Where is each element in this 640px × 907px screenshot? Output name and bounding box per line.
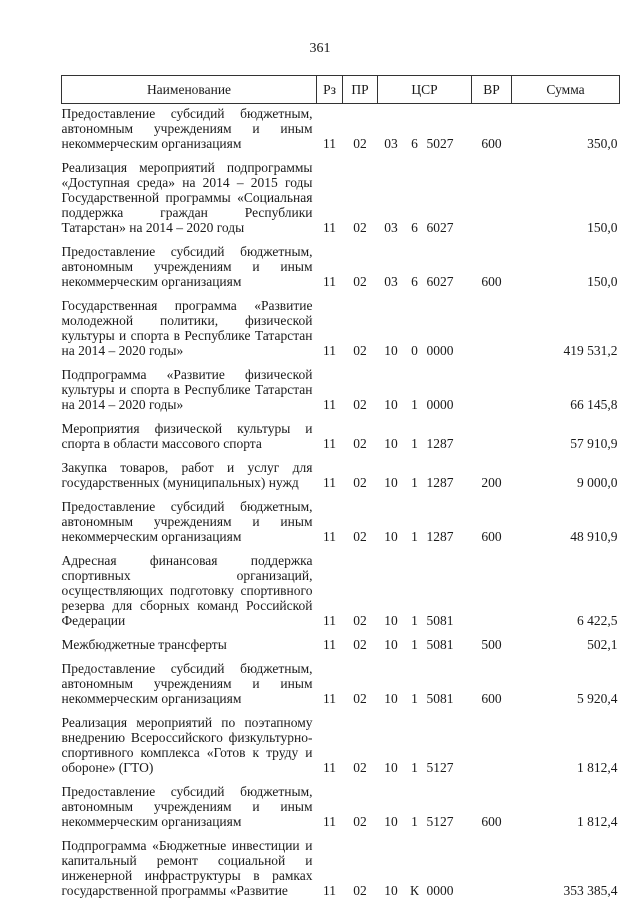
row-rz: 11 — [323, 220, 336, 235]
header-rz: Рз — [317, 76, 343, 104]
row-sum: 48 910,9 — [570, 529, 618, 544]
row-pr: 02 — [353, 883, 367, 898]
table-row — [62, 553, 620, 637]
row-vr — [472, 715, 512, 784]
table-header-row — [62, 76, 620, 104]
row-vr — [472, 838, 512, 907]
page-number: 361 — [309, 41, 331, 56]
row-csr-part2: 1 — [411, 475, 418, 490]
header-csr: ЦСР — [378, 76, 472, 104]
row-sum: 150,0 — [587, 274, 618, 289]
row-rz: 11 — [323, 436, 336, 451]
row-csr-part1: 03 — [384, 136, 398, 151]
row-pr: 02 — [353, 274, 367, 289]
table-row — [62, 160, 620, 244]
row-vr — [472, 298, 512, 367]
row-vr: 500 — [481, 637, 502, 652]
row-csr-part1: 10 — [384, 343, 398, 358]
row-csr-part2: К — [409, 883, 419, 898]
row-sum: 5 920,4 — [577, 691, 618, 706]
row-csr-part1: 10 — [384, 613, 398, 628]
row-rz: 11 — [323, 760, 336, 775]
row-pr: 02 — [353, 436, 367, 451]
row-csr-part3: 5127 — [426, 814, 454, 829]
row-name: Закупка товаров, работ и услуг для государственных (муниципальных) нужд — [61, 460, 313, 490]
row-rz: 11 — [323, 136, 336, 151]
row-sum: 419 531,2 — [563, 343, 618, 358]
row-rz: 11 — [323, 475, 336, 490]
row-pr: 02 — [353, 220, 367, 235]
row-csr-part1: 10 — [384, 814, 398, 829]
row-csr-part2: 1 — [411, 436, 418, 451]
row-csr-part2: 1 — [411, 397, 418, 412]
row-sum: 57 910,9 — [570, 436, 618, 451]
row-csr-part3: 5081 — [426, 691, 454, 706]
row-name: Предоставление субсидий бюджетным, автономным учреждениям и иным некоммерческим организациям — [61, 244, 313, 289]
row-rz: 11 — [323, 814, 336, 829]
row-csr-part2: 1 — [411, 691, 418, 706]
row-csr-part1: 10 — [384, 529, 398, 544]
row-name: Государственная программа «Развитие молодежной политики, физической культуры и спорта в Республике Татарстан на 2014 – 2020 годы» — [61, 298, 313, 358]
row-csr-part1: 03 — [384, 220, 398, 235]
row-rz: 11 — [323, 529, 336, 544]
table-row — [62, 298, 620, 367]
row-name: Подпрограмма «Развитие физической культуры и спорта в Республике Татарстан на 2014 – 2020 годы» — [61, 367, 313, 412]
row-csr-part3: 5027 — [426, 136, 454, 151]
budget-table — [61, 75, 620, 907]
row-vr — [472, 160, 512, 244]
table-row — [62, 499, 620, 553]
row-csr-part2: 6 — [411, 274, 418, 289]
row-rz: 11 — [323, 883, 336, 898]
row-sum: 66 145,8 — [570, 397, 618, 412]
row-csr-part1: 10 — [384, 637, 398, 652]
row-name: Предоставление субсидий бюджетным, автономным учреждениям и иным некоммерческим организациям — [61, 784, 313, 829]
row-sum: 150,0 — [587, 220, 618, 235]
row-csr-part3: 0000 — [426, 883, 454, 898]
header-name: Наименование — [62, 76, 317, 104]
header-pr: ПР — [343, 76, 378, 104]
row-csr-part1: 10 — [384, 760, 398, 775]
row-name: Межбюджетные трансферты — [61, 637, 227, 652]
row-rz: 11 — [323, 613, 336, 628]
row-pr: 02 — [353, 136, 367, 151]
row-csr-part1: 10 — [384, 883, 398, 898]
table-row — [62, 104, 620, 161]
row-name: Предоставление субсидий бюджетным, автономным учреждениям и иным некоммерческим организациям — [61, 499, 313, 544]
row-name: Подпрограмма «Бюджетные инвестиции и капитальный ремонт социальной и инженерной инфраструктуры в рамках государственной программы «Развитие — [61, 838, 313, 898]
table-row — [62, 244, 620, 298]
row-pr: 02 — [353, 475, 367, 490]
table-row — [62, 460, 620, 499]
row-vr: 600 — [481, 529, 502, 544]
row-pr: 02 — [353, 613, 367, 628]
row-csr-part1: 03 — [384, 274, 398, 289]
row-pr: 02 — [353, 397, 367, 412]
table-row — [62, 784, 620, 838]
row-sum: 1 812,4 — [577, 760, 618, 775]
header-vr: ВР — [472, 76, 512, 104]
row-pr: 02 — [353, 529, 367, 544]
row-csr-part2: 1 — [411, 637, 418, 652]
row-vr — [472, 553, 512, 637]
table-row — [62, 367, 620, 421]
row-csr-part3: 5127 — [426, 760, 454, 775]
row-csr-part3: 6027 — [426, 220, 454, 235]
row-csr-part2: 1 — [411, 613, 418, 628]
row-csr-part3: 0000 — [426, 343, 454, 358]
row-csr-part1: 10 — [384, 436, 398, 451]
row-csr-part3: 5081 — [426, 613, 454, 628]
row-csr-part2: 0 — [411, 343, 418, 358]
row-csr-part1: 10 — [384, 475, 398, 490]
header-sum: Сумма — [512, 76, 620, 104]
row-csr-part1: 10 — [384, 397, 398, 412]
row-csr-part2: 1 — [411, 814, 418, 829]
row-sum: 6 422,5 — [577, 613, 618, 628]
table-row — [62, 421, 620, 460]
row-csr-part3: 5081 — [426, 637, 454, 652]
row-csr-part3: 1287 — [426, 529, 454, 544]
row-vr: 600 — [481, 274, 502, 289]
row-vr: 200 — [481, 475, 502, 490]
row-vr: 600 — [481, 814, 502, 829]
row-csr-part2: 1 — [411, 529, 418, 544]
row-csr-part1: 10 — [384, 691, 398, 706]
row-vr: 600 — [481, 136, 502, 151]
row-vr — [472, 367, 512, 421]
row-rz: 11 — [323, 397, 336, 412]
row-pr: 02 — [353, 814, 367, 829]
row-pr: 02 — [353, 637, 367, 652]
row-pr: 02 — [353, 343, 367, 358]
row-csr-part2: 1 — [411, 760, 418, 775]
row-csr-part3: 6027 — [426, 274, 454, 289]
row-csr-part3: 1287 — [426, 475, 454, 490]
table-row — [62, 838, 620, 907]
row-rz: 11 — [323, 691, 336, 706]
row-vr — [472, 421, 512, 460]
row-csr-part3: 0000 — [426, 397, 454, 412]
row-rz: 11 — [323, 343, 336, 358]
row-csr-part2: 6 — [411, 136, 418, 151]
row-csr-part2: 6 — [411, 220, 418, 235]
table-row — [62, 661, 620, 715]
row-csr-part3: 1287 — [426, 436, 454, 451]
row-sum: 353 385,4 — [563, 883, 618, 898]
row-name: Предоставление субсидий бюджетным, автономным учреждениям и иным некоммерческим организациям — [61, 106, 313, 151]
row-name: Реализация мероприятий подпрограммы «Доступная среда» на 2014 – 2015 годы Государственной программы «Социальная поддержка граждан Республики Татарстан» на 2014 – 2020 годы — [61, 160, 313, 235]
row-sum: 9 000,0 — [577, 475, 618, 490]
row-sum: 502,1 — [587, 637, 618, 652]
table-row — [62, 715, 620, 784]
row-name: Мероприятия физической культуры и спорта в области массового спорта — [61, 421, 313, 451]
row-name: Адресная финансовая поддержка спортивных организаций, осуществляющих подготовку спортивного резерва для сборных команд Российской Федерации — [61, 553, 313, 628]
row-sum: 350,0 — [587, 136, 618, 151]
row-rz: 11 — [323, 274, 336, 289]
table-row — [62, 637, 620, 661]
row-rz: 11 — [323, 637, 336, 652]
row-pr: 02 — [353, 691, 367, 706]
row-name: Реализация мероприятий по поэтапному внедрению Всероссийского физкультурно-спортивного комплекса «Готов к труду и обороне» (ГТО) — [61, 715, 313, 775]
row-pr: 02 — [353, 760, 367, 775]
row-sum: 1 812,4 — [577, 814, 618, 829]
row-vr: 600 — [481, 691, 502, 706]
row-name: Предоставление субсидий бюджетным, автономным учреждениям и иным некоммерческим организациям — [61, 661, 313, 706]
